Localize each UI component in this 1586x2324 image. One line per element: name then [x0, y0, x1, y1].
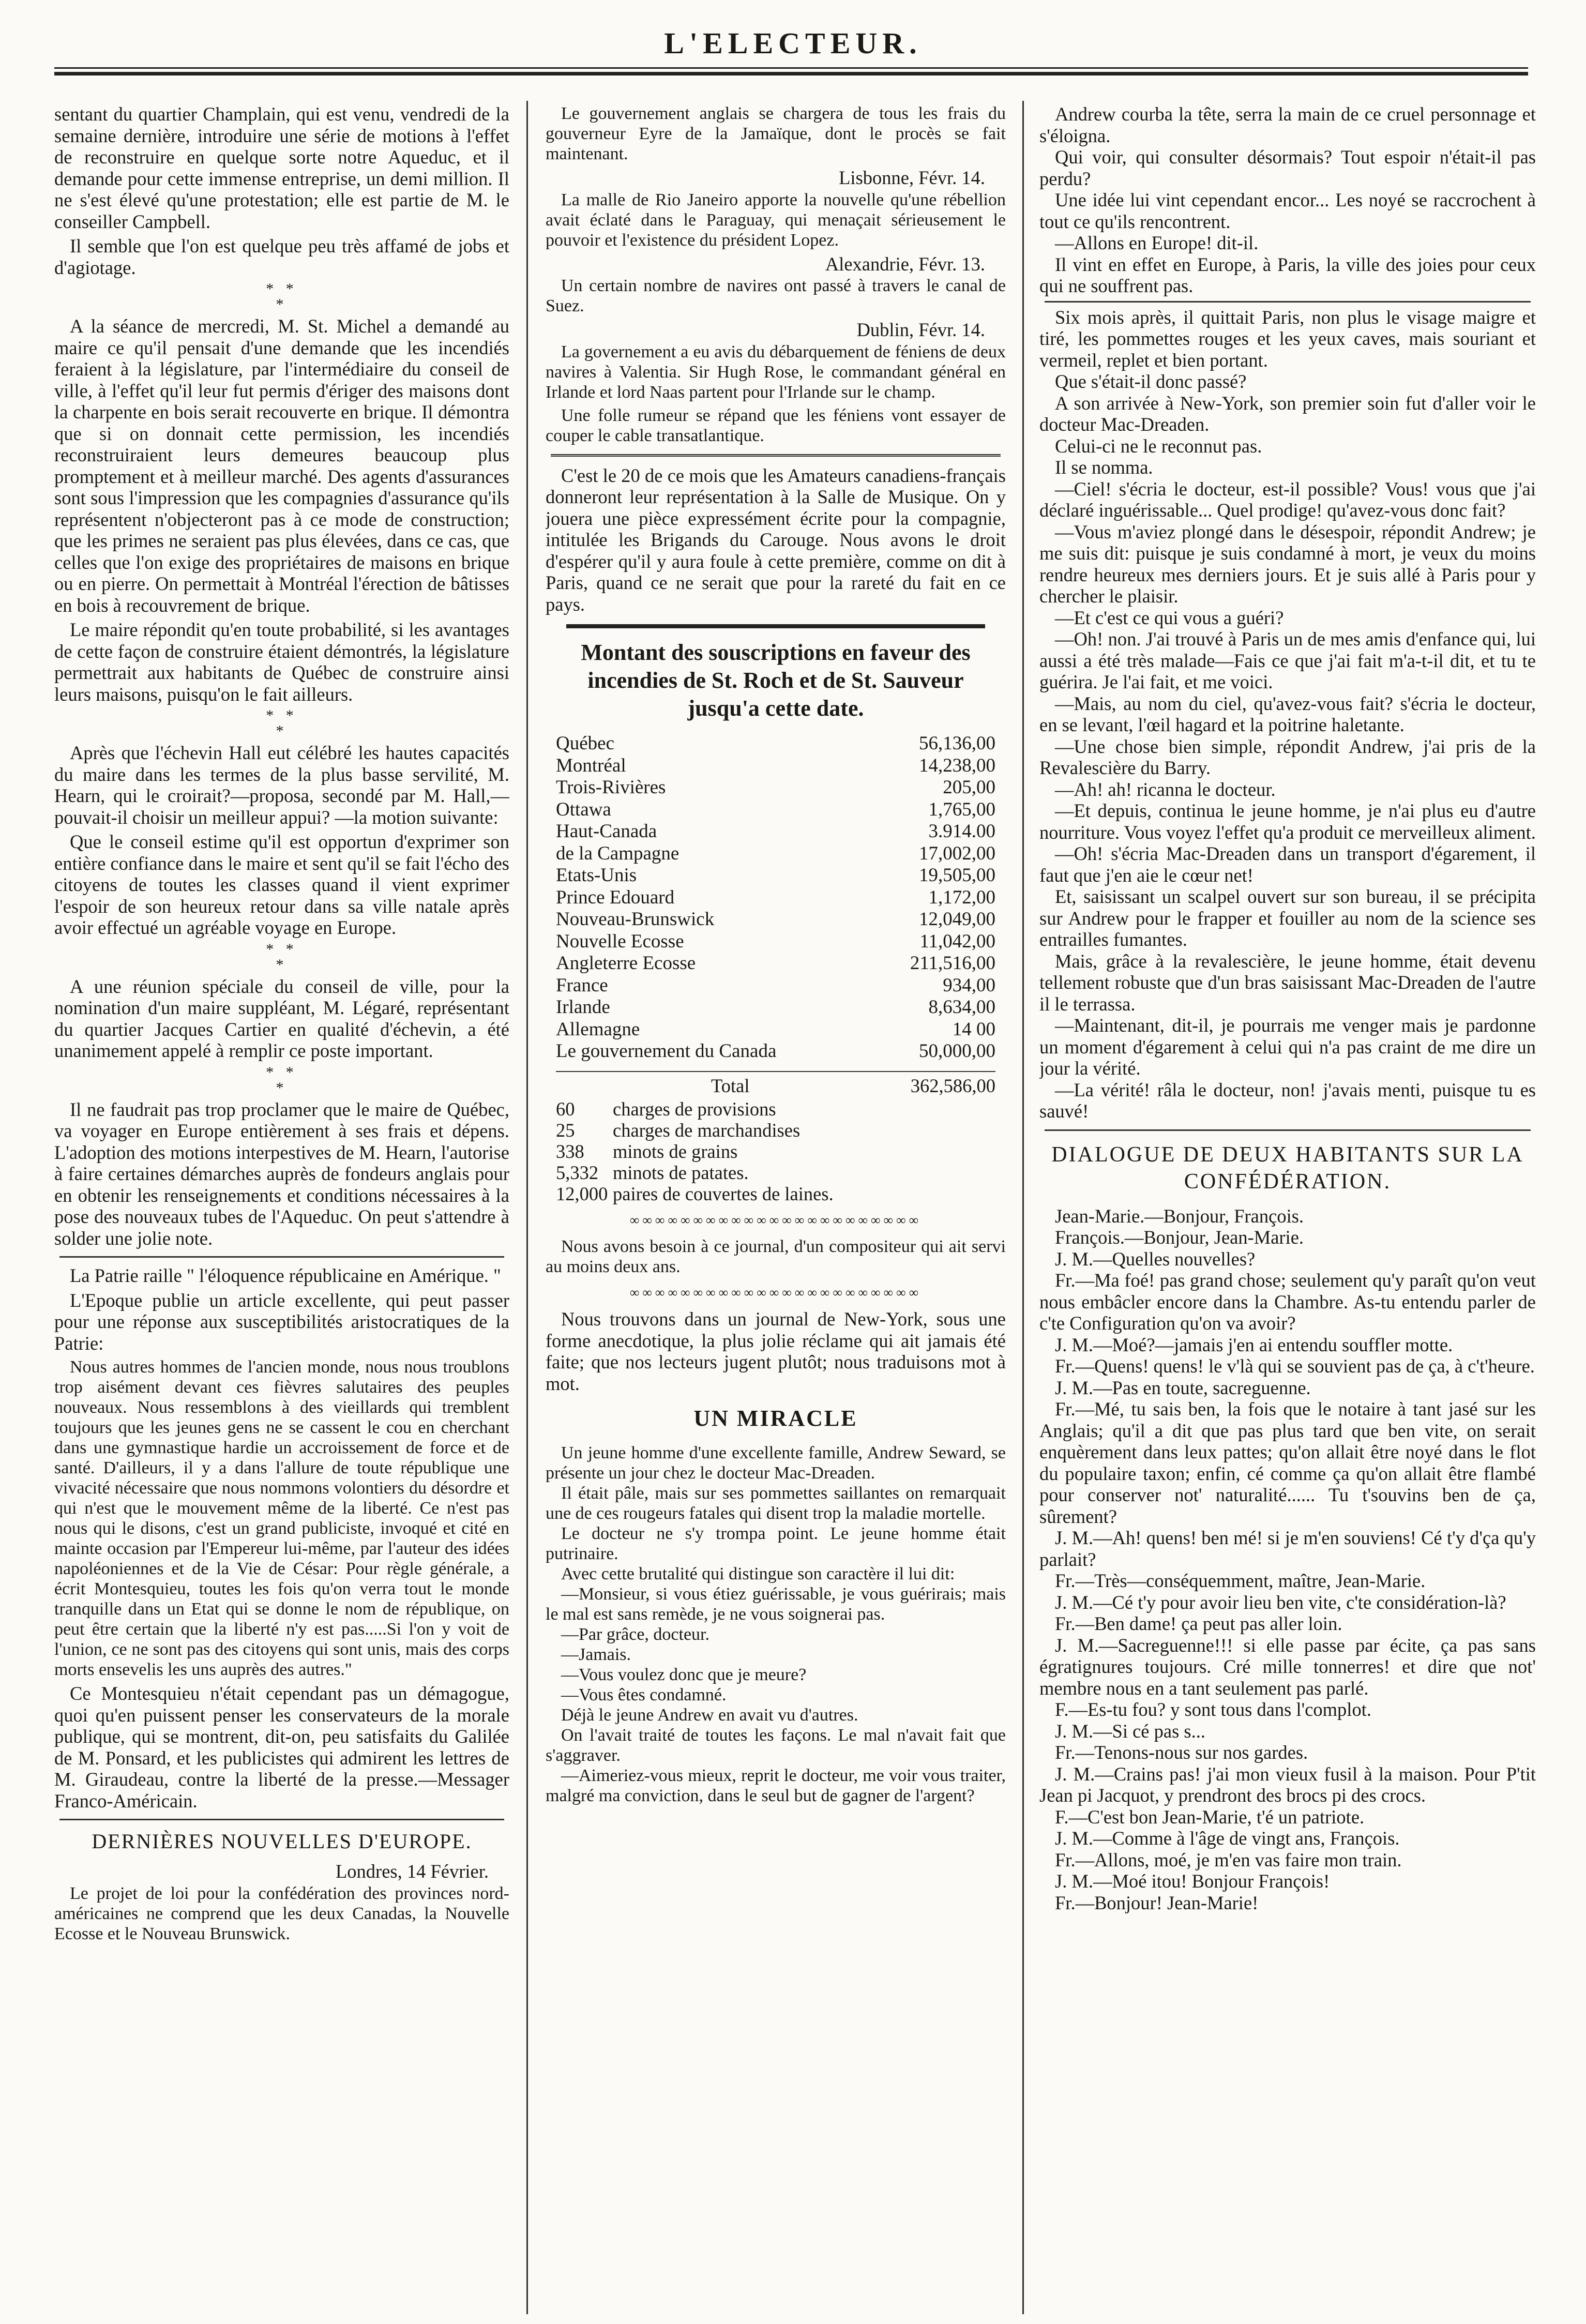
dispatch-dateline: Alexandrie, Févr. 13. — [825, 253, 985, 275]
story-paragraph: Mais, grâce à la revalescière, le jeune homme, était devenu tellement robuste que d'un bras saisissant Mac-Dreaden de l'autre il le terrassa. — [1039, 950, 1536, 1015]
dialogue-line: J. M.—Si cé pas s... — [1055, 1720, 1205, 1742]
story-paragraph: —Allons en Europe! dit-il. — [1055, 232, 1259, 253]
story-paragraph: —Par grâce, docteur. — [561, 1625, 709, 1644]
column-left — [54, 103, 509, 2301]
dialogue-line: Fr.—Très—conséquemment, maître, Jean-Marie. — [1055, 1570, 1426, 1591]
story-paragraph: —Aimeriez-vous mieux, reprit le docteur, me voir vous traiter, malgré ma conviction, dans le seul but de gagner de l'argent? — [546, 1766, 1006, 1805]
dialogue-line: Fr.—Tenons-nous sur nos gardes. — [1055, 1742, 1308, 1763]
story-paragraph: Il se nomma. — [1055, 457, 1153, 478]
dialogue-line: J. M.—Ah! quens! ben mé! si je m'en souviens! Cé t'y d'ça qu'y parlait? — [1039, 1527, 1536, 1570]
story-paragraph: Andrew courba la tête, serra la main de ce cruel personnage et s'éloigna. — [1039, 103, 1536, 146]
table-row: Trois-Rivières 205,00 — [556, 777, 995, 798]
quoted-paragraph: Nous autres hommes de l'ancien monde, nous nous troublons trop aisément devant ces fièvres salutaires des peuples nouveaux. Nous ressemblons à des vieillards qui tremblent toujours que les jeunes gens ne se cassent le cou en cherchant dans une gymnastique hardie un accroissement de force et de santé. D'ailleurs, il y a dans l'allure de toute république une vivacité nécessaire que nous nommons volontiers du désordre et qui n'est que le mouvement même de la liberté. Ce n'est pas nous qui le disons, c'est un grand publiciste, invoqué et cité en mainte occasion par l'Empereur lui-même, par l'auteur des idées napoléoniennes et de la Vie de César: Pour règle générale, a écrit Montesquieu, toutes les fois qu'on verra tout le monde tranquille dans un Etat qui se donne le nom de république, on peut être certain que la liberté n'y est pas.....Si l'on y voit de l'union, ce ne sont pas des citoyens qui sont unis, mais des corps morts ensevelis les uns auprès des autres." — [54, 1357, 509, 1679]
table-row: Le gouvernement du Canada 50,000,00 — [556, 1040, 995, 1062]
supply-row: 12,000 paires de couvertes de laines. — [556, 1183, 834, 1204]
table-row: Angleterre Ecosse 211,516,00 — [556, 953, 995, 974]
section-asterism: * * * — [266, 940, 298, 973]
news-text: Le projet de loi pour la confédération des provinces nord-américaines ne comprend que les deux Canadas, la Nouvelle Ecosse et le Nouveau Brunswick. — [54, 1883, 509, 1943]
supply-row: 5,332 minots de patates. — [556, 1162, 749, 1183]
dialogue-line: J. M.—Crains pas! j'ai mon vieux fusil à la maison. Pour P'tit Jean pi Jacquot, y prendront des brocs pi des crocs. — [1039, 1763, 1536, 1806]
paragraph: Que le conseil estime qu'il est opportun d'exprimer son entière confiance dans le maire et sent qu'il se fait l'écho des citoyens de toutes les classes quand il vient exprimer l'espoir de son heureux retour dans sa ville natale après avoir effectué un agréable voyage en Europe. — [54, 831, 509, 938]
story-paragraph: —La vérité! râla le docteur, non! j'avais menti, puisque tu es sauvé! — [1039, 1079, 1536, 1122]
table-row: Haut-Canada 3.914.00 — [556, 821, 995, 842]
story-paragraph: Un jeune homme d'une excellente famille, Andrew Seward, se présente un jour chez le docteur Mac-Dreaden. — [546, 1443, 1006, 1483]
story-paragraph: Six mois après, il quittait Paris, non plus le visage maigre et tiré, les pommettes rouges et les yeux caves, mais souriant et vermeil, replet et bien portant. — [1039, 306, 1536, 371]
supply-row: 338 minots de grains — [556, 1141, 738, 1162]
dialogue-line: J. M.—Pas en toute, sacreguenne. — [1055, 1377, 1311, 1398]
news-dateline: Londres, 14 Février. — [336, 1861, 489, 1882]
paragraph: sentant du quartier Champlain, qui est venu, vendredi de la semaine dernière, introduire une série de motions à l'effet de reconstruire en quelque sorte notre Aqueduc, et il demande pour cette immense entreprise, un demi million. Il ne s'est élevé qu'une protestation; elle est partie de M. le conseiller Campbell. — [54, 103, 509, 232]
story-paragraph: —Mais, au nom du ciel, qu'avez-vous fait? s'écria le docteur, en se levant, l'œil hagard et la poitrine haletante. — [1039, 692, 1536, 735]
paragraph: A une réunion spéciale du conseil de ville, pour la nomination d'un maire suppléant, M. Légaré, représentant du quartier Jacques Cartier en qualité d'échevin, a été unanimement appelé à remplir ce poste important. — [54, 975, 509, 1061]
story-paragraph: Déjà le jeune Andrew en avait vu d'autres. — [561, 1706, 858, 1725]
story-paragraph: —Vous m'aviez plongé dans le désespoir, répondit Andrew; je me suis dit: puisque je suis condamné à mort, je veux du moins rendre heureux mes derniers jours. Et je suis allé à Paris pour y chercher le plaisir. — [1039, 521, 1536, 607]
masthead-title: L'ELECTEUR. — [664, 26, 922, 60]
section-rule — [1045, 1129, 1531, 1131]
story-paragraph: —Ah! ah! ricanna le docteur. — [1055, 778, 1276, 800]
section-rule — [59, 1819, 504, 1820]
table-total: Total 362,586,00 — [556, 1071, 995, 1097]
dialogue-title: DIALOGUE DE DEUX HABITANTS SUR LA CONFÉDÉRATION. — [1051, 1142, 1524, 1194]
column-divider — [526, 101, 528, 2314]
section-rule — [59, 1256, 504, 1258]
dispatch-intro: Le gouvernement anglais se chargera de tous les frais du gouverneur Eyre de la Jamaïque, dont le procès se fait maintenant. — [546, 104, 1006, 163]
story-paragraph: —Monsieur, si vous étiez guérissable, je vous guérirais; mais le mal est sans remède, je ne vous soignerai pas. — [546, 1584, 1006, 1624]
story-paragraph: Une idée lui vint cependant encor... Les noyé se raccrochent à tout ce qu'ils rencontrent. — [1039, 189, 1536, 232]
table-row: de la Campagne 17,002,00 — [556, 842, 995, 864]
dialogue-line: F.—Es-tu fou? y sont tous dans l'complot. — [1055, 1699, 1371, 1720]
paragraph: La Patrie raille " l'éloquence républicaine en Amérique. " — [70, 1265, 501, 1286]
table-row: Etats-Unis 19,505,00 — [556, 865, 995, 886]
dialogue-line: Fr.—Ma foé! pas grand chose; seulement qu'y paraît qu'on veut nous embâcler encore dans la Chambre. As-tu entendu parler de c'te Configuration qu'on va avoir? — [1039, 1270, 1536, 1334]
table-row: Prince Edouard 1,172,00 — [556, 886, 995, 908]
masthead-rule-thin — [54, 67, 1528, 69]
story-paragraph: Et, saisissant un scalpel ouvert sur son bureau, il se précipita sur Andrew pour le frapper et fouiller au nom de la science ses entrailles fumantes. — [1039, 886, 1536, 950]
paragraph: C'est le 20 de ce mois que les Amateurs canadiens-français donneront leur représentation à la Salle de Musique. On y jouera une pièce expressément écrite pour la compagnie, intitulée les Brigands du Carouge. Nous avons le droit d'espérer qu'il y aura foule à cette première, comme on dit à Paris, quand ce ne serait que pour la rareté du fait en ce pays. — [546, 464, 1006, 615]
story-paragraph: —Une chose bien simple, répondit Andrew, j'ai pris de la Revalescière du Barry. — [1039, 735, 1536, 778]
supply-row: 25 charges de marchandises — [556, 1120, 800, 1141]
paragraph: Il ne faudrait pas trop proclamer que le maire de Québec, va voyager en Europe entièrement à ses frais et dépens. L'adoption des motions interpestives de M. Hearn, l'autorise à faire certaines démarches auprès de fondeurs anglais pour en obtenir les renseignements et conditions nécessaires à la pose des nouveaux tubes de l'Aqueduc. On peut s'attendre à solder une jolie note. — [54, 1098, 509, 1249]
paragraph: Le maire répondit qu'en toute probabilité, si les avantages de cette façon de construire étaient démontrés, la législature permettrait aux habitants de Québec de construire ainsi leurs maisons, puisqu'on le fait ailleurs. — [54, 619, 509, 705]
dialogue-line: F.—C'est bon Jean-Marie, t'é un patriote. — [1055, 1806, 1365, 1828]
story-paragraph: A son arrivée à New-York, son premier soin fut d'aller voir le docteur Mac-Dreaden. — [1039, 392, 1536, 435]
subscriptions-table — [546, 733, 1006, 1204]
dialogue-line: Fr.—Mé, tu sais ben, la fois que le notaire à tant jasé sur les Anglais; qu'il a dit que pas plus tard que ben vite, on serait enquèrement dans leux pattes; qu'on allait être noyé dans le flot du populaire taxon; enfin, cé comme ça qu'on allait être flambé pour conserver not' naturalité...... Tu t'souvins ben de ça, sûrement? — [1039, 1398, 1536, 1527]
story-paragraph: —Et c'est ce qui vous a guéri? — [1055, 607, 1284, 628]
table-row: Québec 56,136,00 — [556, 733, 995, 754]
dialogue-line: François.—Bonjour, Jean-Marie. — [1055, 1227, 1304, 1248]
column-middle — [546, 103, 1006, 2301]
supply-row: 60 charges de provisions — [556, 1098, 776, 1120]
column-divider — [1022, 101, 1024, 2314]
table-row: Montréal 14,238,00 — [556, 754, 995, 776]
dialogue-line: J. M.—Sacreguenne!!! si elle passe par écite, ça pas sans égratignures toujours. Cré mille tonnerres! et dire que not' membre nous en a tant seulement pas parlé. — [1039, 1634, 1536, 1699]
paragraph: Ce Montesquieu n'était cependant pas un démagogue, quoi qu'en puissent penser les conservateurs de la morale publique, qui se montrent, dit-on, peu satisfaits du Galilée de M. Ponsard, et les publicistes qui admirent les lettres de M. Giraudeau, contre la liberté de la presse.—Messager Franco-Américain. — [54, 1683, 509, 1812]
dialogue-line: J. M.—Moé itou! Bonjour François! — [1055, 1870, 1330, 1892]
paragraph: Nous trouvons dans un journal de New-York, sous une forme anecdotique, la plus jolie réclame qui ait jamais été faite; que nos lecteurs jugent plutôt; nous traduisons mot à mot. — [546, 1308, 1006, 1394]
ornament-rule: ∞∞∞∞∞∞∞∞∞∞∞∞∞∞∞∞∞∞∞∞∞∞∞ — [629, 1285, 922, 1300]
story-paragraph: Avec cette brutalité qui distingue son caractère il lui dit: — [561, 1564, 955, 1583]
dialogue-line: Fr.—Allons, moé, je m'en vas faire mon train. — [1055, 1849, 1402, 1870]
story-paragraph: On l'avait traité de toutes les façons. Le mal n'avait fait que s'aggraver. — [546, 1726, 1006, 1765]
story-paragraph: —Jamais. — [561, 1645, 631, 1664]
table-row: Irlande 8,634,00 — [556, 997, 995, 1018]
ornament-rule: ∞∞∞∞∞∞∞∞∞∞∞∞∞∞∞∞∞∞∞∞∞∞∞ — [629, 1213, 922, 1228]
news-heading: DERNIÈRES NOUVELLES D'EUROPE. — [92, 1830, 472, 1853]
dispatch-text: La malle de Rio Janeiro apporte la nouvelle qu'une rébellion avait éclaté dans le Paraguay, qui menaçait sérieusement le pouvoir et l'existence du président Lopez. — [546, 190, 1006, 250]
subscriptions-title: Montant des souscriptions en faveur des incendies de St. Roch et de St. Sauveur jusqu'a cette date. — [581, 640, 971, 721]
story-paragraph: —Oh! non. J'ai trouvé à Paris un de mes amis d'enfance qui, lui aussi a été très malade—Fais ce que j'ai fait m'a-t-il dit, et tu te guérira. Je l'ai fait, et me voici. — [1039, 628, 1536, 692]
table-row: Nouvelle Ecosse 11,042,00 — [556, 930, 995, 952]
section-asterism: * * * — [266, 280, 298, 313]
dialogue-line: J. M.—Cé t'y pour avoir lieu ben vite, c'te considération-là? — [1055, 1591, 1506, 1613]
story-paragraph: —Vous voulez donc que je meure? — [561, 1665, 807, 1684]
table-row: Allemagne 14 00 — [556, 1018, 995, 1040]
miracle-title: UN MIRACLE — [693, 1406, 858, 1431]
paragraph: A la séance de mercredi, M. St. Michel a demandé au maire ce qu'il pensait d'une demande que les incendiés feraient à la législature, par l'intermédiaire du conseil de ville, à l'effet qu'il leur fut permis d'ériger des maisons dont la charpente en bois serait recouverte en brique. Il démontra que si on donnait cette permission, les incendiés reconstruiraient leurs demeures beaucoup plus promptement et à meilleur marché. Des agents d'assurances sont sous l'impression que les compagnies d'assurance qu'ils représentent n'objecteront pas à ce mode de construction; que les primes ne seraient pas plus élevées, dans ce cas, que celles que l'on exige des propriétaires de maisons en brique ou en pierre. On permettait à Montréal l'érection de bâtisses en bois à recouvrement de brique. — [54, 315, 509, 616]
dialogue-line: Fr.—Quens! quens! le v'là qui se souvient pas de ça, à c't'heure. — [1055, 1355, 1535, 1377]
story-paragraph: Il était pâle, mais sur ses pommettes saillantes on remarquait une de ces rougeurs fatales qui disent trop la maladie mortelle. — [546, 1484, 1006, 1523]
table-row: Nouveau-Brunswick 12,049,00 — [556, 909, 995, 930]
table-row: Ottawa 1,765,00 — [556, 798, 995, 820]
paragraph: Il semble que l'on est quelque peu très affamé de jobs et d'agiotage. — [54, 235, 509, 278]
dispatch-dateline: Dublin, Févr. 14. — [856, 319, 985, 340]
section-asterism: * * * — [266, 1063, 298, 1096]
dialogue-line: Jean-Marie.—Bonjour, François. — [1055, 1205, 1304, 1227]
table-row: France 934,00 — [556, 974, 995, 996]
story-paragraph: Qui voir, qui consulter désormais? Tout espoir n'était-il pas perdu? — [1039, 146, 1536, 189]
dispatch-dateline: Lisbonne, Févr. 14. — [839, 167, 985, 188]
dialogue-line: Fr.—Bonjour! Jean-Marie! — [1055, 1892, 1259, 1913]
story-paragraph: Le docteur ne s'y trompa point. Le jeune homme était putrinaire. — [546, 1524, 1006, 1563]
story-paragraph: —Maintenant, dit-il, je pourrais me venger mais je pardonne un moment d'égarement à celui qui n'a pas craint de me dire un jour la vérité. — [1039, 1015, 1536, 1079]
story-paragraph: Celui-ci ne le reconnut pas. — [1055, 435, 1262, 457]
dialogue-line: Fr.—Ben dame! ça peut pas aller loin. — [1055, 1613, 1342, 1634]
paragraph: L'Epoque publie un article excellente, qui peut passer pour une réponse aux susceptibilités aristocratiques de la Patrie: — [54, 1289, 509, 1354]
section-rule — [1045, 301, 1531, 303]
dispatch-text: Une folle rumeur se répand que les féniens vont essayer de couper le cable transatlantique. — [546, 405, 1006, 445]
masthead-rule-thick — [54, 72, 1528, 76]
story-paragraph: Que s'était-il donc passé? — [1055, 371, 1247, 392]
section-asterism: * * * — [266, 707, 298, 740]
dispatch-text: Un certain nombre de navires ont passé à travers le canal de Suez. — [546, 276, 1006, 315]
story-paragraph: —Et depuis, continua le jeune homme, je n'ai plus eu d'autre nourriture. Vous voyez l'effet qu'a produit ce merveilleux aliment. — [1039, 800, 1536, 843]
story-paragraph: —Ciel! s'écria le docteur, est-il possible? Vous! vous que j'ai déclaré inguérissable... Quel prodige! qu'avez-vous donc fait? — [1039, 478, 1536, 521]
paragraph: Après que l'échevin Hall eut célébré les hautes capacités du maire dans les termes de la plus basse servilité, M. Hearn, qui le croirait?—proposa, secondé par M. Hall,—pouvait-il choisir un meilleur appui? —la motion suivante: — [54, 742, 509, 828]
story-paragraph: —Vous êtes condamné. — [561, 1685, 727, 1704]
story-paragraph: Il vint en effet en Europe, à Paris, la ville des joies pour ceux qui ne souffrent pas. — [1039, 253, 1536, 296]
story-paragraph: —Oh! s'écria Mac-Dreaden dans un transport d'égarement, il faut que j'en aie le cœur net! — [1039, 843, 1536, 886]
heavy-rule — [566, 624, 985, 628]
section-rule — [551, 454, 1001, 457]
column-right — [1039, 103, 1536, 2301]
dispatch-text: La governement a eu avis du débarquement de féniens de deux navires à Valentia. Sir Hugh Rose, le commandant général en Irlande et lord Naas partent pour l'Irlande sur le champ. — [546, 342, 1006, 402]
notice-text: Nous avons besoin à ce journal, d'un compositeur qui ait servi au moins deux ans. — [546, 1236, 1006, 1276]
dialogue-line: J. M.—Quelles nouvelles? — [1055, 1248, 1256, 1270]
dialogue-line: J. M.—Moé?—jamais j'en ai entendu souffler motte. — [1055, 1334, 1453, 1355]
dialogue-line: J. M.—Comme à l'âge de vingt ans, François. — [1055, 1828, 1400, 1849]
